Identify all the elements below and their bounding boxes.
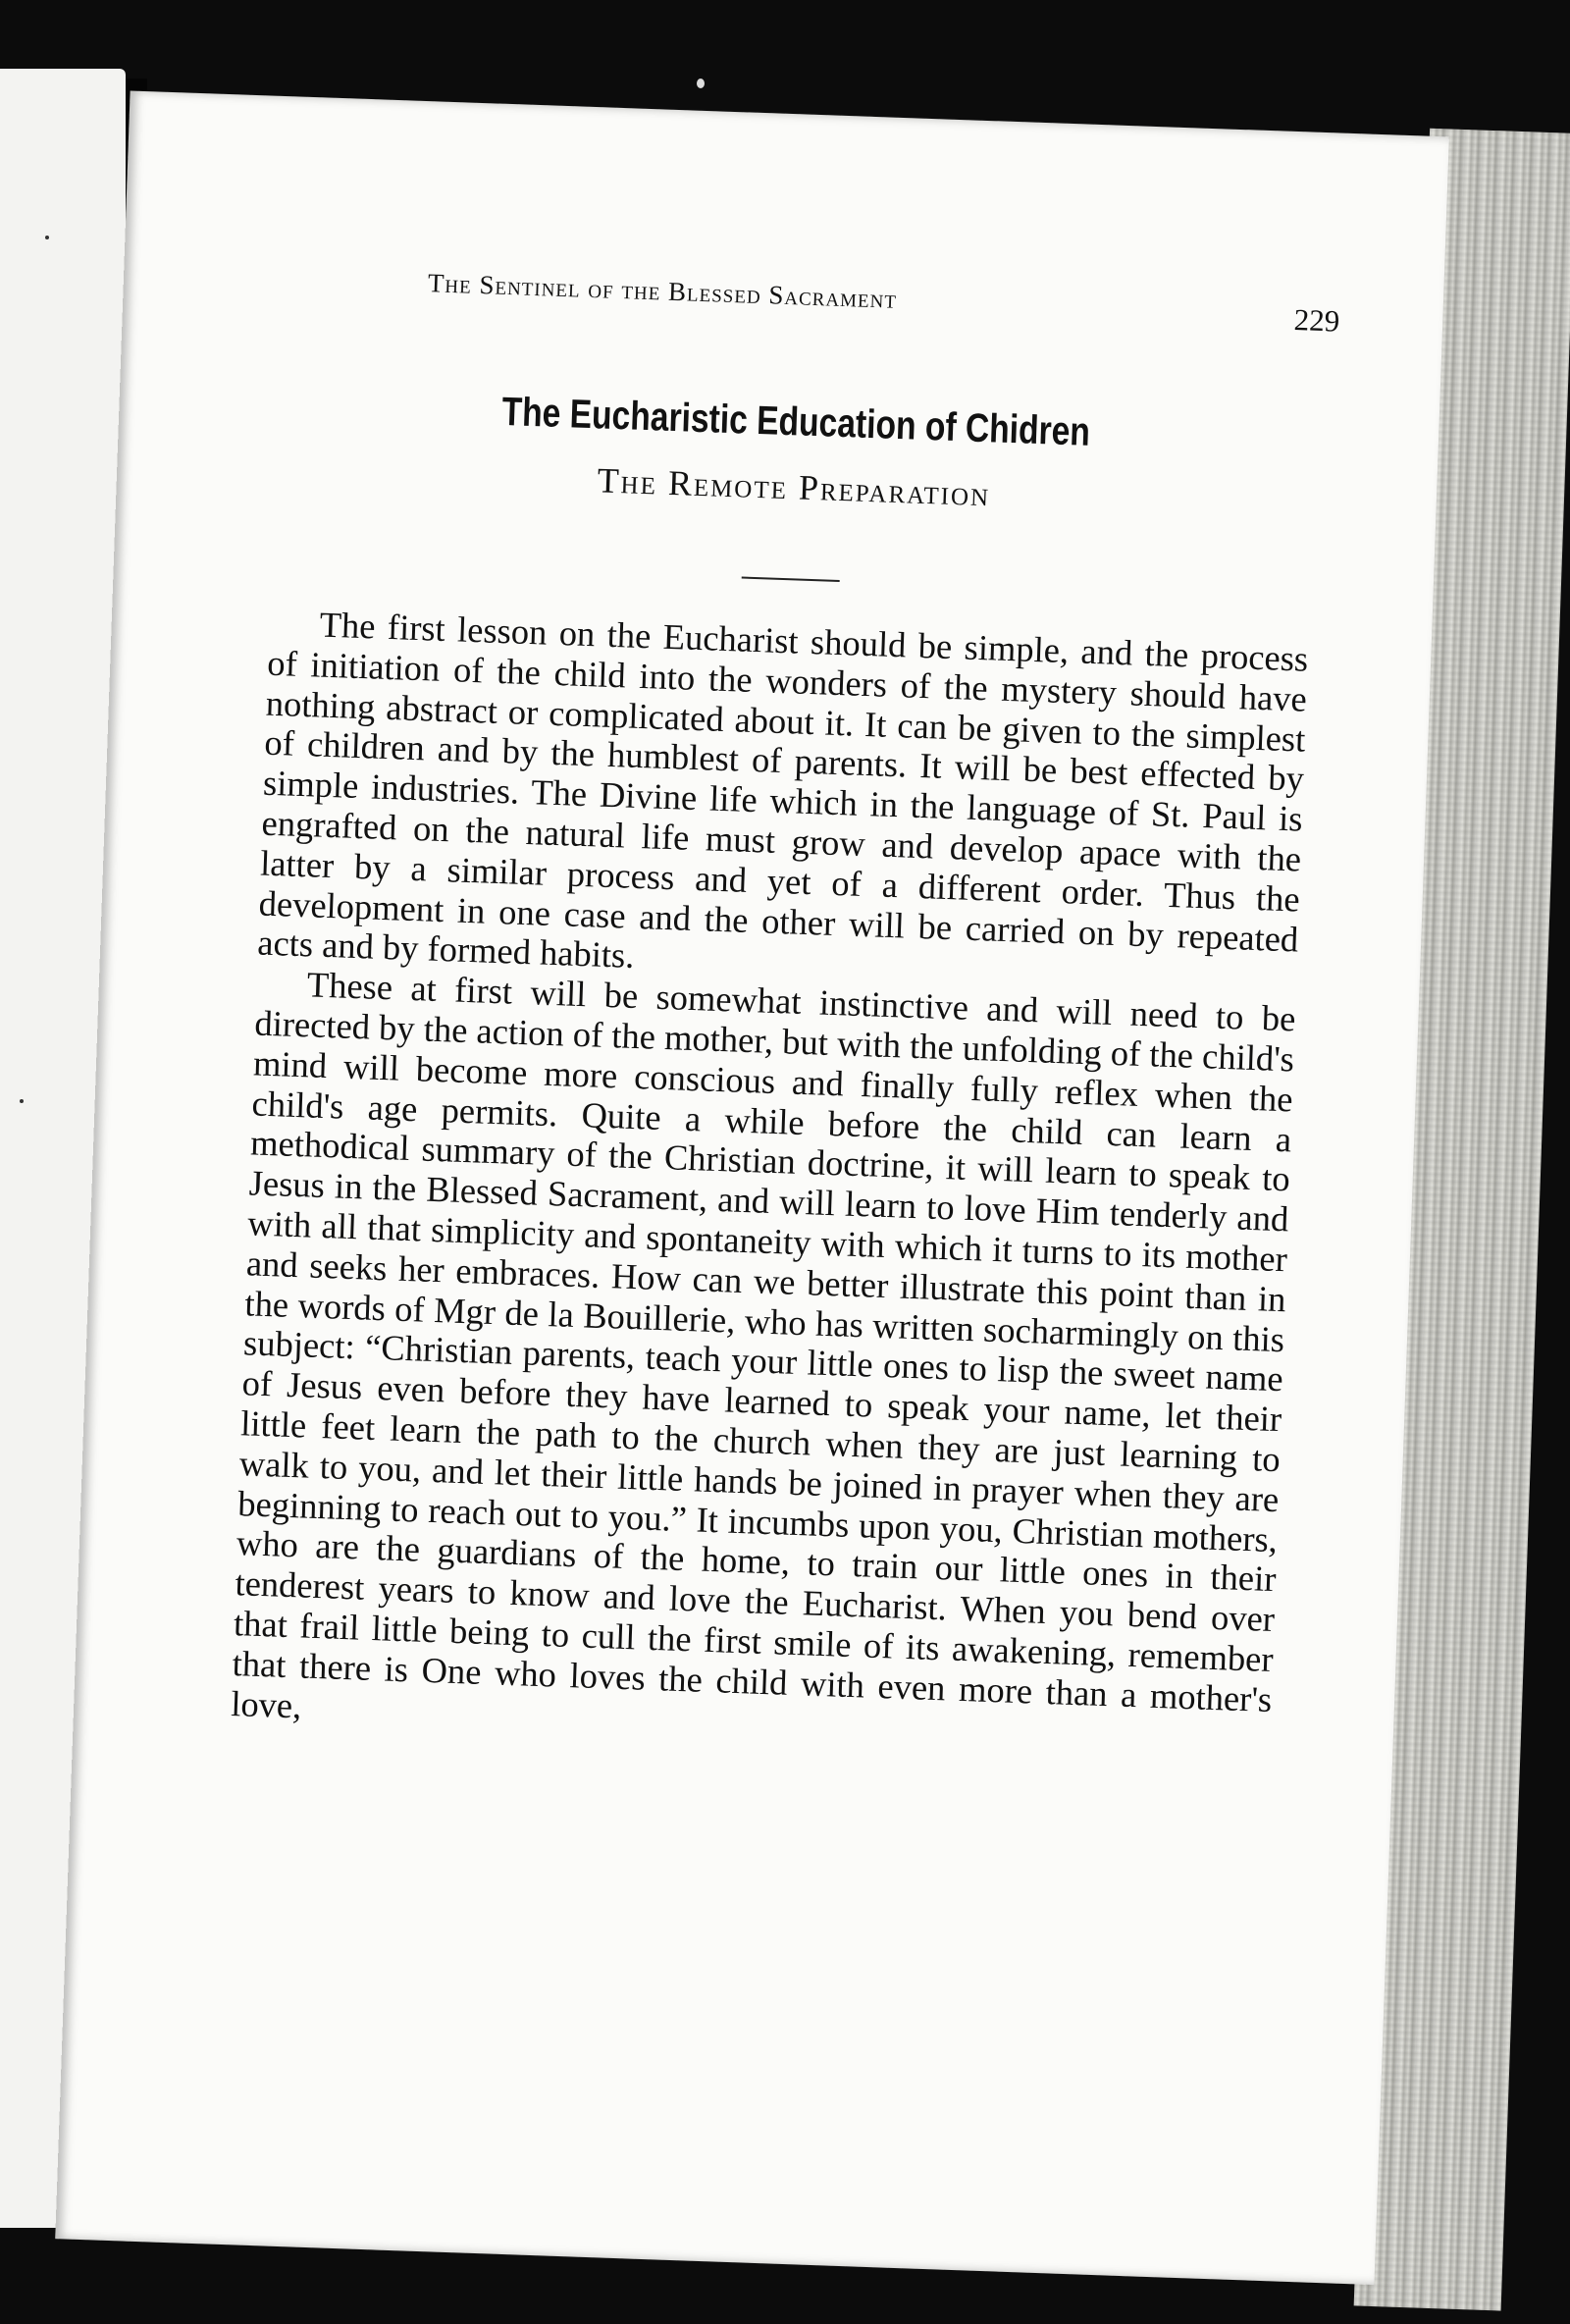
- running-head: [280, 263, 1340, 348]
- page-number: 229: [1293, 302, 1340, 339]
- running-head-title: The Sentinel of the Blessed Sacrament: [427, 268, 898, 314]
- book-page: [55, 90, 1449, 2285]
- article-subtitle: The Remote Preparation: [597, 460, 991, 514]
- page-content: [230, 263, 1340, 1760]
- paragraph: These at first will be somewhat instinctive and will need to be directed by the action of the mother, but with the unfolding of the child's mind will become more conscious and finally fully reflex when the child's age permits. Quite a while before the child can learn a methodical summary of the Christian doctrine, it will learn to speak to Jesus in the Blessed Sacrament, and will learn to love Him tenderly and with all that simplicity and spontaneity with which it turns to its mother and seeks her embraces. How can we better illustrate this point than in the words of Mgr de la Bouillerie, who has written socharmingly on this subject: “Christian parents, teach your little ones to lisp the sweet name of Jesus even before they have learned to speak your name, let their little feet learn the path to the church when they are just learning to walk to you, and let their little hands be joined in prayer when they are beginning to reach out to you.” It incumbs upon you, Christian mothers, who are the guardians of the home, to train our little ones in their tenderest years to know and love the Eucharist. When you bend over that frail little being to cull the first smile of its awakening, remember that there is One who loves the child with even more than a mother's love,: [230, 964, 1297, 1726]
- section-divider: [742, 577, 840, 582]
- paragraph: The first lesson on the Eucharist should be simple, and the process of initiation of the child into the wonders of the mystery should have nothing abstract or complicated about it. It can be given to the simplest of children and by the humblest of parents. It will be best effected by simple industries. The Divine life which in the language of St. Paul is engrafted on the natural life must grow and develop apace with the latter by a similar process and yet of a different order. Thus the development in one case and the other will be carried on by repeated acts and by formed habits.: [256, 604, 1309, 977]
- article-title: The Eucharistic Education of Chidren: [500, 388, 1091, 454]
- article-body: [231, 604, 1309, 1761]
- scan-speck: [20, 1099, 24, 1103]
- scan-speck: [45, 236, 49, 239]
- page-wrapper: [0, 108, 1502, 2324]
- scan-speck: [697, 79, 705, 88]
